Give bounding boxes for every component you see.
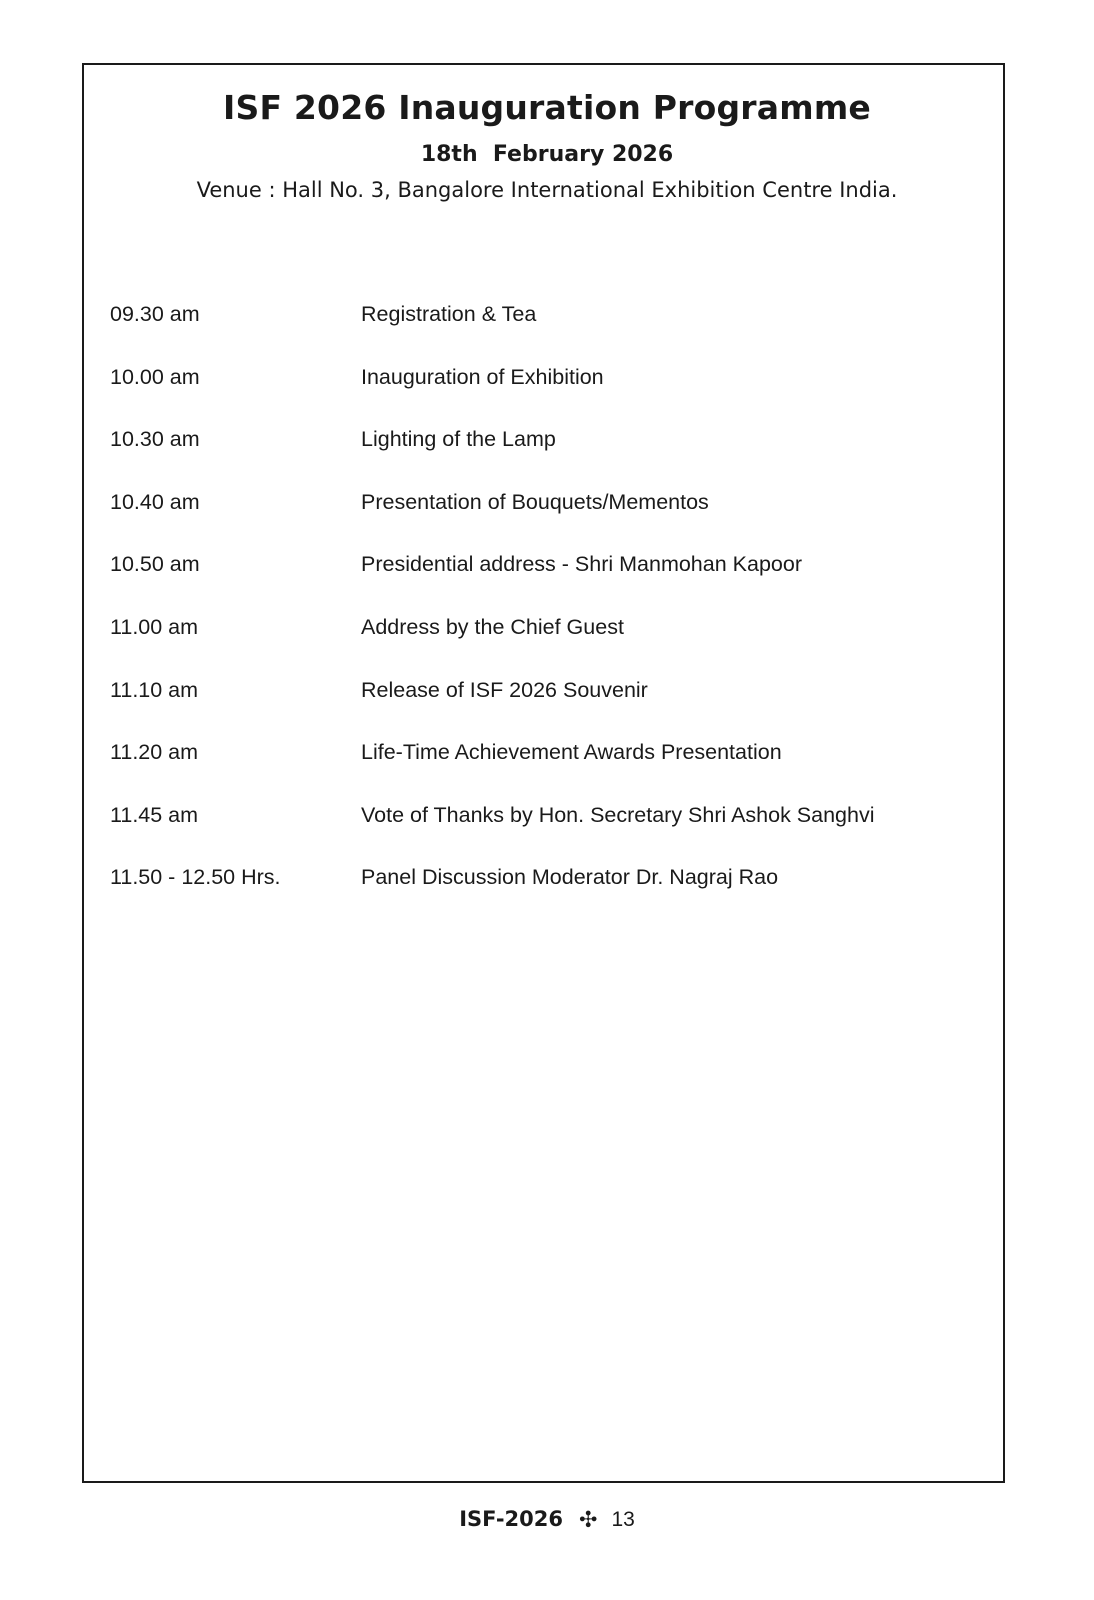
schedule-row — [110, 738, 990, 801]
schedule-time: 11.00 am — [110, 614, 199, 639]
schedule-row — [110, 676, 990, 739]
schedule-time: 11.45 am — [110, 802, 199, 827]
schedule-time: 11.20 am — [110, 740, 199, 765]
schedule-time: 09.30 am — [110, 302, 200, 326]
club-ornament-icon: ✣ — [579, 1508, 598, 1533]
schedule-time: 11.10 am — [110, 677, 199, 702]
schedule-row — [110, 550, 990, 613]
schedule-event: Lighting of the Lamp — [361, 427, 556, 452]
schedule-time: 10.30 am — [110, 427, 200, 452]
programme-schedule — [110, 300, 990, 926]
schedule-event: Address by the Chief Guest — [361, 614, 624, 639]
schedule-event: Panel Discussion Moderator Dr. Nagraj Rao — [361, 865, 779, 890]
page-number: 13 — [611, 1508, 635, 1531]
schedule-event: Registration & Tea — [361, 302, 537, 326]
footer-title: ISF-2026 — [459, 1507, 563, 1531]
schedule-row — [110, 363, 990, 426]
schedule-row — [110, 425, 990, 488]
schedule-event: Presentation of Bouquets/Mementos — [361, 489, 709, 514]
schedule-row — [110, 300, 990, 363]
schedule-time: 10.00 am — [110, 364, 200, 389]
schedule-time: 11.50 - 12.50 Hrs. — [110, 865, 281, 890]
schedule-row — [110, 863, 990, 926]
schedule-row — [110, 613, 990, 676]
event-date: 18th February 2026 — [420, 142, 674, 167]
schedule-event: Vote of Thanks by Hon. Secretary Shri Ashok Sanghvi — [361, 802, 875, 827]
page-title: ISF 2026 Inauguration Programme — [223, 88, 871, 127]
schedule-event: Presidential address - Shri Manmohan Kapoor — [361, 552, 802, 577]
schedule-event: Inauguration of Exhibition — [361, 364, 604, 389]
schedule-time: 10.40 am — [110, 489, 200, 514]
schedule-event: Life-Time Achievement Awards Presentation — [361, 740, 782, 765]
page-footer — [0, 1507, 1094, 1533]
schedule-row — [110, 801, 990, 864]
schedule-time: 10.50 am — [110, 552, 200, 577]
schedule-event: Release of ISF 2026 Souvenir — [361, 677, 648, 702]
schedule-row — [110, 488, 990, 551]
event-venue: Venue : Hall No. 3, Bangalore International Exhibition Centre India. — [196, 178, 898, 202]
